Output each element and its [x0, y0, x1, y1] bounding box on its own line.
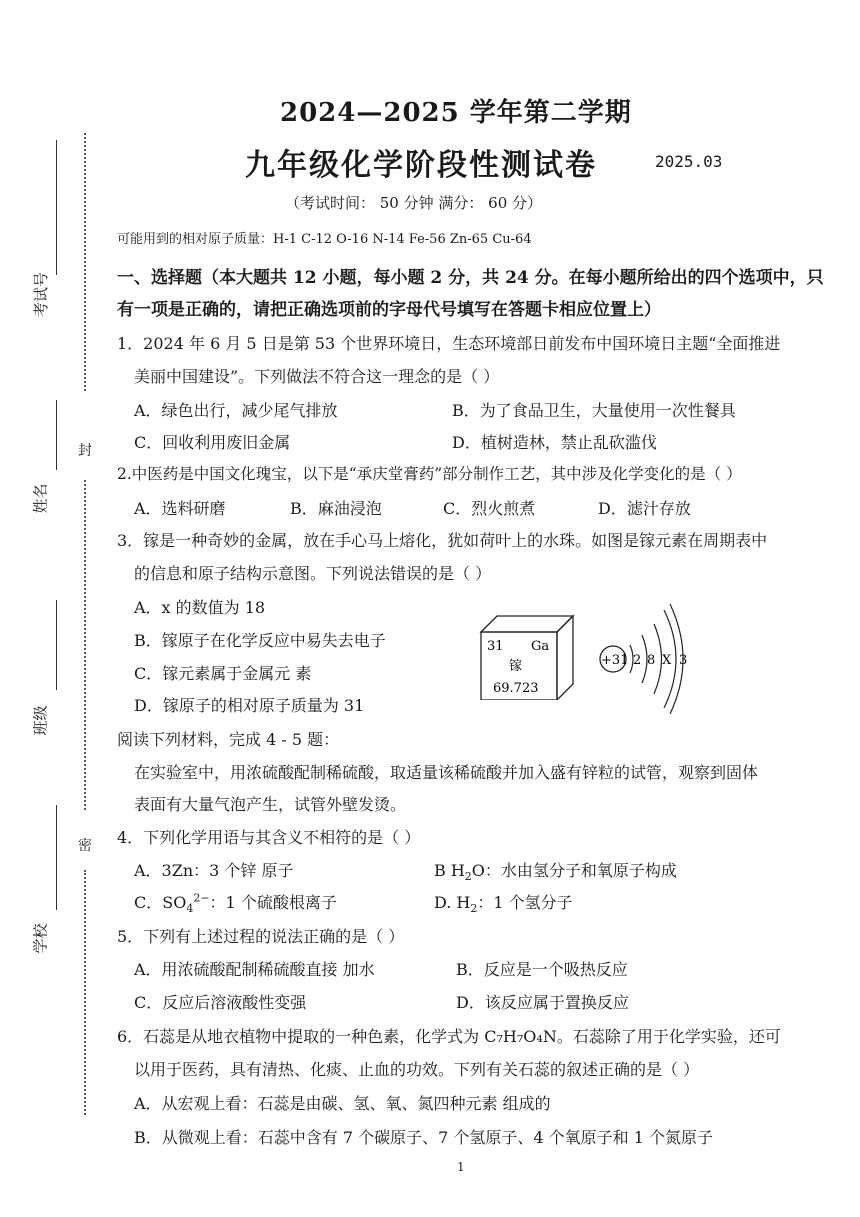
q3-option-b: B．镓原子在化学反应中易失去电子 [134, 631, 386, 650]
q4-option-a: A．3Zn：3 个锌 原子 [134, 861, 294, 880]
section-heading-line2: 有一项是正确的，请把正确选项前的字母代号填写在答题卡相应位置上） [117, 300, 661, 320]
q6-stem-line1: 6．石蕊是从地衣植物中提取的一种色素，化学式为 C₇H₇O₄N。石蕊除了用于化学实验，还可 [117, 1027, 781, 1046]
q4-d-sub: 2 [470, 902, 478, 916]
q5-stem: 5．下列有上述过程的说法正确的是（ ） [117, 927, 405, 946]
q5-option-a: A．用浓硫酸配制稀硫酸直接 加水 [134, 960, 375, 979]
seal-mi: 密 [78, 838, 92, 854]
q1-option-b: B．为了食品卫生，大量使用一次性餐具 [452, 401, 736, 420]
reading-line1: 在实验室中，用浓硫酸配制稀硫酸，取适量该稀硫酸并加入盛有锌粒的试管，观察到固体 [134, 763, 759, 782]
exam-info: （考试时间： 50 分钟 满分： 60 分） [285, 194, 543, 212]
exam-no-label: 考试号 [32, 271, 51, 318]
q4-stem: 4．下列化学用语与其含义不相符的是（ ） [117, 828, 421, 847]
nucleus-charge: +31 [601, 653, 629, 668]
q4-b-sub: 2 [464, 870, 472, 884]
q4-b-prefix: B H [434, 861, 465, 880]
q4-b-suffix: O：水由氢分子和氧原子构成 [471, 861, 677, 880]
element-symbol: Ga [531, 639, 550, 654]
q4-c-sup: 2− [193, 891, 210, 905]
school-underline [56, 805, 57, 910]
atom-structure-diagram [596, 600, 706, 720]
class-underline [56, 600, 57, 690]
q1-option-d: D．植树造林，禁止乱砍滥伐 [452, 433, 657, 452]
dotted-line-top [84, 133, 86, 391]
q1-option-a: A．绿色出行，减少尾气排放 [134, 401, 338, 420]
q5-option-b: B．反应是一个吸热反应 [456, 960, 628, 979]
name-label: 姓名 [31, 483, 50, 514]
year-title: 2024—2025 学年第二学期 [280, 98, 632, 128]
page-number: 1 [457, 1160, 465, 1174]
q1-stem-line2: 美丽中国建设”。下列做法不符合这一理念的是（ ） [134, 367, 500, 386]
q1-stem-line1: 1．2024 年 6 月 5 日是第 53 个世界环境日，生态环境部日前发布中国环境日主题“全面推进 [117, 334, 781, 353]
seal-feng: 封 [78, 443, 92, 459]
exam-no-underline [56, 140, 57, 275]
shell-4-electrons: 3 [679, 653, 688, 668]
q3-stem-line1: 3．镓是一种奇妙的金属，放在手心马上熔化，犹如荷叶上的水珠。如图是镓元素在周期表中 [117, 531, 768, 550]
q5-option-d: D．该反应属于置换反应 [456, 993, 629, 1012]
class-label: 班级 [31, 705, 50, 736]
reading-intro: 阅读下列材料，完成 4 - 5 题： [117, 730, 340, 749]
shell-3-electrons: X [662, 653, 672, 668]
q6-stem-line2: 以用于医药，具有清热、化痰、止血的功效。下列有关石蕊的叙述正确的是（ ） [134, 1060, 700, 1079]
q3-option-a: A．x 的数值为 18 [134, 598, 266, 617]
element-name: 镓 [509, 659, 523, 674]
q3-option-d: D．镓原子的相对原子质量为 31 [134, 696, 365, 715]
q2-option-d: D．滤汁存放 [598, 499, 691, 518]
dotted-line-middle [84, 480, 86, 810]
q2-option-a: A．选料研磨 [134, 499, 226, 518]
section-heading-line1: 一、选择题（本大题共 12 小题，每小题 2 分，共 24 分。在每小题所给出的四个选项中，只 [117, 268, 824, 288]
q4-c-sub: 4 [186, 902, 194, 916]
dotted-line-bottom [84, 870, 86, 1115]
exam-date: 2025.03 [655, 152, 723, 171]
q5-option-c: C．反应后溶液酸性变强 [134, 993, 307, 1012]
q3-stem-line2: 的信息和原子结构示意图。下列说法错误的是（ ） [134, 564, 492, 583]
q4-c-prefix: C．SO [134, 893, 187, 912]
q2-option-b: B．麻油浸泡 [290, 499, 382, 518]
reading-line2: 表面有大量气泡产生，试管外壁发烫。 [134, 795, 407, 814]
q4-option-c [134, 890, 337, 915]
shell-1-electrons: 2 [633, 653, 642, 668]
q4-option-d [434, 890, 573, 915]
q4-d-suffix: ：1 个氢分子 [477, 893, 573, 912]
q2-stem: 2.中医药是中国文化瑰宝，以下是“承庆堂膏药”部分制作工艺，其中涉及化学变化的是（ ） [117, 465, 742, 483]
q6-option-b: B．从微观上看：石蕊中含有 7 个碳原子、7 个氢原子、4 个氧原子和 1 个氮原子 [134, 1128, 713, 1147]
shell-2-electrons: 8 [647, 653, 656, 668]
name-underline [56, 400, 57, 470]
element-mass: 69.723 [493, 681, 539, 696]
school-label: 学校 [31, 923, 50, 954]
q4-c-suffix: ：1 个硫酸根离子 [209, 893, 337, 912]
atomic-mass-line: 可能用到的相对原子质量：H-1 C-12 O-16 N-14 Fe-56 Zn-65 Cu-64 [117, 232, 532, 247]
q4-option-b [434, 858, 677, 883]
element-number: 31 [487, 639, 504, 654]
q6-option-a: A．从宏观上看：石蕊是由碳、氢、氧、氮四种元素 组成的 [134, 1094, 551, 1113]
periodic-table-cell [475, 612, 577, 700]
q4-d-prefix: D. H [434, 893, 471, 912]
q3-option-c: C．镓元素属于金属元 素 [134, 664, 312, 683]
q1-option-c: C．回收利用废旧金属 [134, 433, 291, 452]
q2-option-c: C．烈火煎煮 [443, 499, 536, 518]
exam-title: 九年级化学阶段性测试卷 [245, 148, 597, 183]
